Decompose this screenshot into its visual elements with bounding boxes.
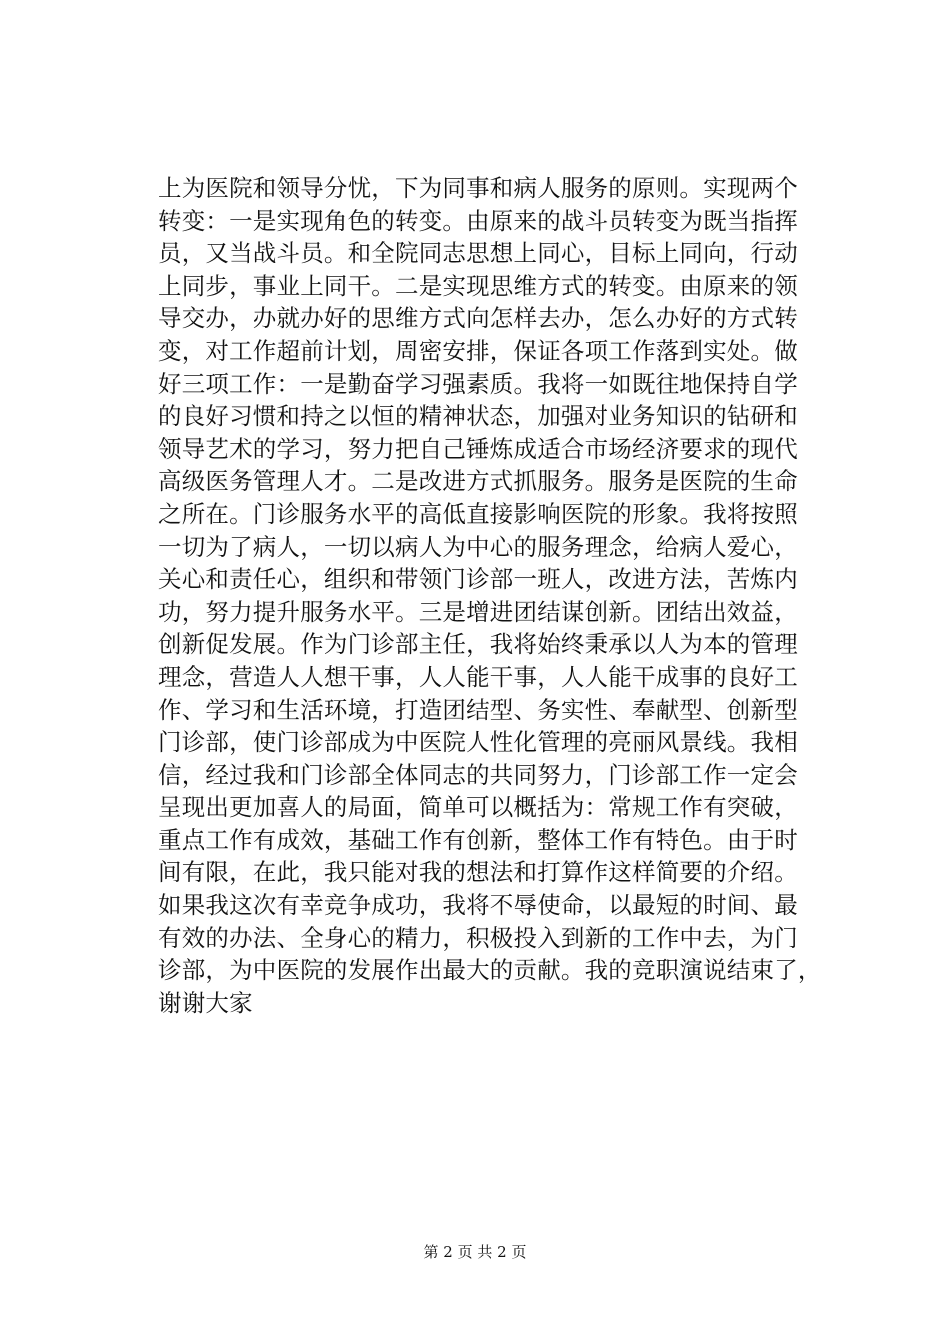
- body-text: [158, 172, 858, 1019]
- text-line: 重点工作有成效，基础工作有创新，整体工作有特色。由于时: [158, 825, 798, 854]
- text-line: 一切为了病人，一切以病人为中心的服务理念，给病人爱心，: [158, 532, 798, 561]
- text-line: 关心和责任心，组织和带领门诊部一班人，改进方法，苦炼内: [158, 565, 798, 594]
- text-line: 的良好习惯和持之以恒的精神状态，加强对业务知识的钻研和: [158, 402, 798, 431]
- page-number-footer: 第 2 页 共 2 页: [423, 1243, 527, 1261]
- text-line: 创新促发展。作为门诊部主任，我将始终秉承以人为本的管理: [158, 630, 798, 659]
- text-line: 作、学习和生活环境，打造团结型、务实性、奉献型、创新型: [158, 695, 798, 724]
- text-line: 谢谢大家: [158, 988, 253, 1017]
- text-line: 如果我这次有幸竞争成功，我将不辱使命，以最短的时间、最: [158, 891, 798, 920]
- text-line: 有效的办法、全身心的精力，积极投入到新的工作中去，为门: [158, 923, 798, 952]
- text-line: 理念，营造人人想干事，人人能干事，人人能干成事的良好工: [158, 662, 798, 691]
- text-line: 诊部，为中医院的发展作出最大的贡献。我的竞职演说结束了，: [158, 956, 822, 985]
- text-line: 上同步，事业上同干。二是实现思维方式的转变。由原来的领: [158, 271, 798, 300]
- text-line: 变，对工作超前计划，周密安排，保证各项工作落到实处。做: [158, 336, 798, 365]
- text-line: 导交办，办就办好的思维方式向怎样去办，怎么办好的方式转: [158, 304, 798, 333]
- text-line: 员，又当战斗员。和全院同志思想上同心，目标上同向，行动: [158, 239, 798, 268]
- text-line: 之所在。门诊服务水平的高低直接影响医院的形象。我将按照: [158, 499, 798, 528]
- text-line: 领导艺术的学习，努力把自己锤炼成适合市场经济要求的现代: [158, 434, 798, 463]
- text-line: 转变：一是实现角色的转变。由原来的战斗员转变为既当指挥: [158, 206, 798, 235]
- text-line: 信，经过我和门诊部全体同志的共同努力，门诊部工作一定会: [158, 760, 798, 789]
- text-line: 间有限，在此，我只能对我的想法和打算作这样简要的介绍。: [158, 858, 798, 887]
- text-line: 门诊部，使门诊部成为中医院人性化管理的亮丽风景线。我相: [158, 728, 798, 757]
- text-line: 好三项工作：一是勤奋学习强素质。我将一如既往地保持自学: [158, 369, 798, 398]
- text-line: 呈现出更加喜人的局面，简单可以概括为：常规工作有突破，: [158, 793, 798, 822]
- text-line: 高级医务管理人才。二是改进方式抓服务。服务是医院的生命: [158, 467, 798, 496]
- text-line: 上为医院和领导分忧，下为同事和病人服务的原则。实现两个: [158, 174, 798, 202]
- text-line: 功，努力提升服务水平。三是增进团结谋创新。团结出效益，: [158, 597, 798, 626]
